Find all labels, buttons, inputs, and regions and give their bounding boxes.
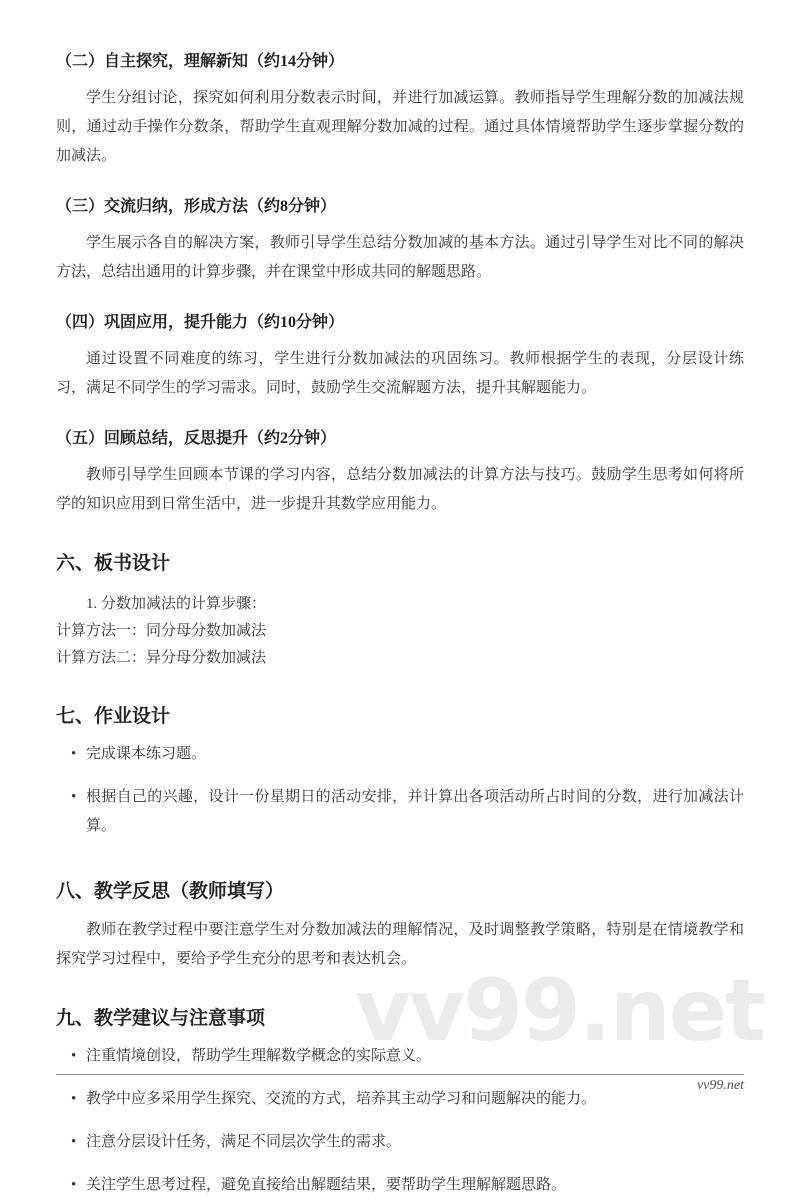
board-design-numbered-item: 1. 分数加减法的计算步骤： bbox=[86, 596, 267, 612]
section-heading-suggestions: 九、教学建议与注意事项 bbox=[56, 1008, 266, 1029]
suggestion-item: • 注意分层设计任务，满足不同层次学生的需求。 bbox=[86, 1128, 744, 1157]
board-design-method-2: 计算方法二：异分母分数加减法 bbox=[56, 650, 267, 666]
section-heading-reflection: 八、教学反思（教师填写） bbox=[56, 881, 285, 902]
suggestion-item: • 关注学生思考过程，避免直接给出解题结果，要帮助学生理解解题思路。 bbox=[86, 1171, 744, 1200]
watermark-text: vv99.net bbox=[355, 961, 765, 1061]
subsection-heading-2: （二）自主探究，理解新知（约14分钟） bbox=[56, 53, 345, 70]
reflection-paragraph: 教师在教学过程中要注意学生对分数加减法的理解情况，及时调整教学策略，特别是在情境教学和探究学习过程中，要给予学生充分的思考和表达机会。 bbox=[56, 922, 744, 967]
section-heading-homework: 七、作业设计 bbox=[56, 706, 171, 727]
suggestion-item: • 注重情境创设，帮助学生理解数学概念的实际意义。 bbox=[86, 1042, 744, 1071]
subsection-heading-5: （五）回顾总结，反思提升（约2分钟） bbox=[56, 430, 337, 447]
subsection-paragraph-3: 学生展示各自的解决方案，教师引导学生总结分数加减的基本方法。通过引导学生对比不同的解决方法，总结出通用的计算步骤，并在课堂中形成共同的解题思路。 bbox=[56, 235, 744, 280]
page-footer bbox=[56, 1074, 744, 1094]
suggestion-item: • 教学中应多采用学生探究、交流的方式，培养其主动学习和问题解决的能力。 bbox=[86, 1085, 744, 1114]
suggestions-bullet-list bbox=[56, 1042, 744, 1200]
subsection-paragraph-5: 教师引导学生回顾本节课的学习内容，总结分数加减法的计算方法与技巧。鼓励学生思考如何将所学的知识应用到日常生活中，进一步提升其数学应用能力。 bbox=[56, 467, 744, 512]
subsection-paragraph-2: 学生分组讨论，探究如何利用分数表示时间，并进行加减运算。教师指导学生理解分数的加减法规则，通过动手操作分数条，帮助学生直观理解分数加减的过程。通过具体情境帮助学生逐步掌握分数的加减法。 bbox=[56, 90, 744, 164]
subsection-heading-4: （四）巩固应用，提升能力（约10分钟） bbox=[56, 314, 345, 331]
board-design-method-1: 计算方法一：同分母分数加减法 bbox=[56, 623, 267, 639]
footer-divider bbox=[56, 1074, 744, 1075]
subsection-heading-3: （三）交流归纳，形成方法（约8分钟） bbox=[56, 198, 337, 215]
subsection-paragraph-4: 通过设置不同难度的练习，学生进行分数加减法的巩固练习。教师根据学生的表现，分层设计练习，满足不同学生的学习需求。同时，鼓励学生交流解题方法，提升其解题能力。 bbox=[56, 351, 744, 396]
section-heading-board-design: 六、板书设计 bbox=[56, 553, 171, 574]
homework-item: • 完成课本练习题。 bbox=[86, 740, 744, 769]
footer-credit: vv99.net bbox=[696, 1078, 744, 1093]
homework-bullet-list bbox=[56, 740, 744, 841]
homework-item: • 根据自己的兴趣，设计一份星期日的活动安排，并计算出各项活动所占时间的分数，进行加减法计算。 bbox=[86, 783, 744, 841]
